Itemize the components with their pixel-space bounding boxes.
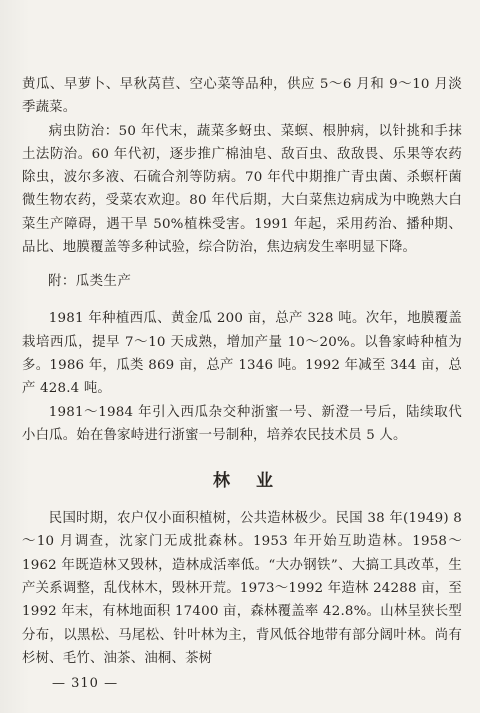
paragraph-melon-production: 1981 年种植西瓜、黄金瓜 200 亩，总产 328 吨。次年，地膜覆盖栽培西瓜，提早 7～10 天成熟，增加产量 10～20%。以鲁家峙种植为多。1986 年，瓜类 869 亩，总产 1346 吨。1992 年减至 344 亩，总产 428.4 吨。 <box>22 311 462 397</box>
paragraph-pest-control: 病虫防治：50 年代末，蔬菜多蚜虫、菜螟、根肿病，以针挑和手抹土法防治。60 年代初，逐步推广棉油皂、敌百虫、敌敌畏、乐果等农药除虫，波尔多液、石硫合剂等防病。70 年代中期推广青虫菌、杀螟杆菌微生物农药，受菜农欢迎。80 年代后期，大白菜焦边病成为中晚熟大白菜生产障碍，遇干旱 50%植株受害。1991 年起，采用药治、播种期、品比、地膜覆盖等多种试验，综合防治，焦边病发生率明显下降。 <box>22 123 462 256</box>
paragraph-melon-varieties: 1981～1984 年引入西瓜杂交种浙蜜一号、新澄一号后，陆续取代小白瓜。始在鲁家峙进行浙蜜一号制种，培养农民技术员 5 人。 <box>22 404 462 443</box>
paragraph-vegetable-supply: 黄瓜、早萝卜、早秋莴苣、空心菜等品种，供应 5～6 月和 9～10 月淡季蔬菜。 <box>22 77 462 116</box>
subsection-heading-melon: 附：瓜类生产 <box>48 274 132 290</box>
paragraph-forestry-history: 民国时期，农户仅小面积植树，公共造林极少。民国 38 年(1949) 8～10 月调查，沈家门无成批森林。1953 年开始互助造林。1958～1962 年既造林又毁林，造林成活率低。“大办钢铁”、大搞工具改革，生产关系调整，乱伐林木，毁林开荒。1973～1992 年造林 24288 亩，至 1992 年末，有林地面积 17400 亩，森林覆盖率 42.8%。山林呈狭长型分布，以黑松、马尾松、针叶林为主，背风低谷地带有部分阔叶林。尚有杉树、毛竹、油茶、油桐、茶树 <box>22 511 462 666</box>
page-number: — 310 — <box>52 676 119 691</box>
page-body <box>22 73 462 670</box>
section-title-forestry: 林业 <box>213 471 299 492</box>
